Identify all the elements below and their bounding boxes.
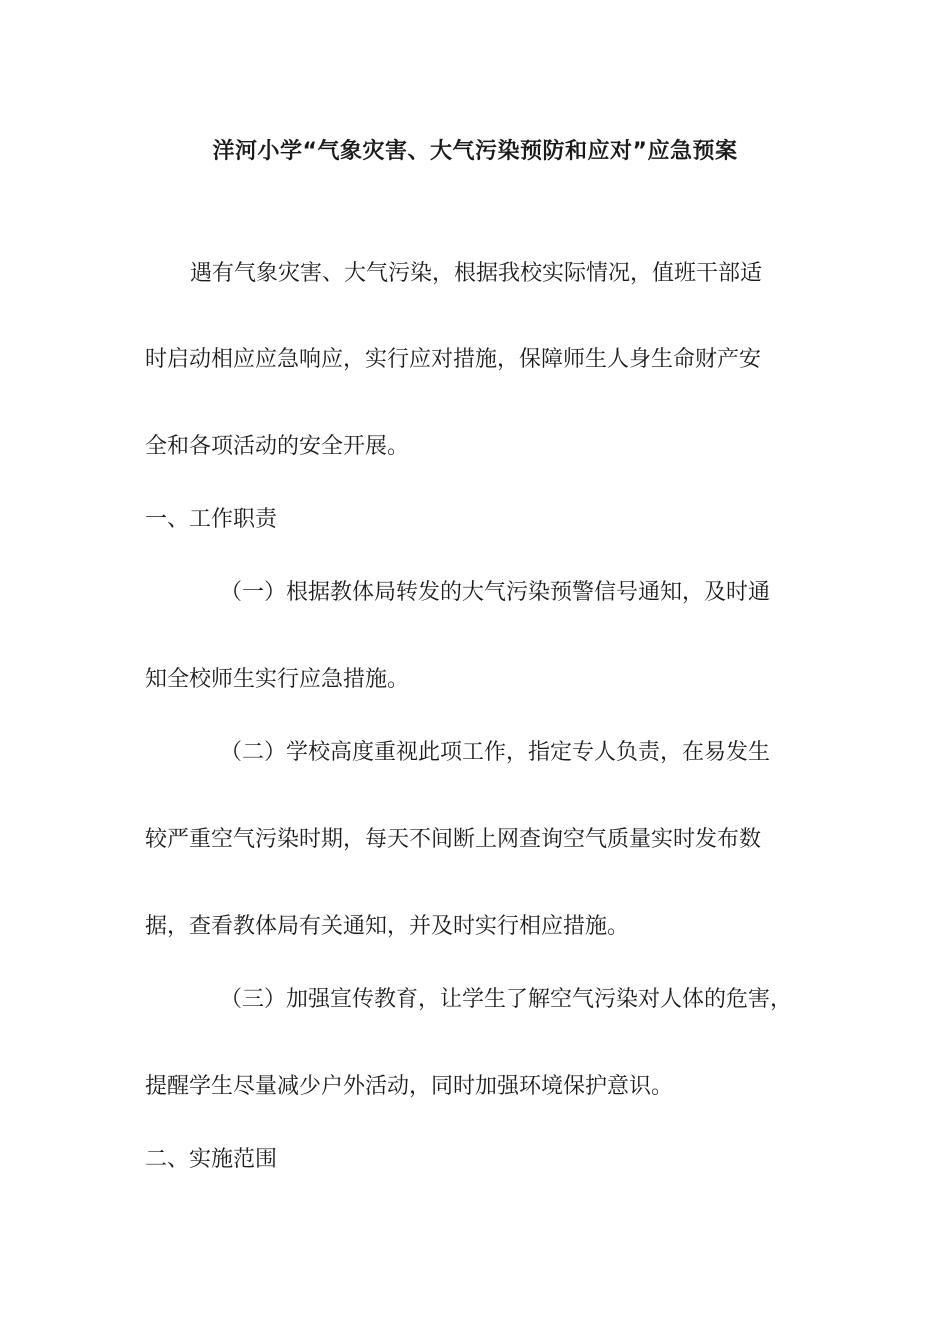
paragraph-line-1: 遇有气象灾害、大气污染，根据我校实际情况，值班干部适 (190, 261, 763, 286)
paragraph-line-4: （一）根据教体局转发的大气污染预警信号通知，及时通 (220, 580, 771, 605)
section-heading-2: 二、实施范围 (145, 1147, 278, 1172)
paragraph-line-8: 据，查看教体局有关通知，并及时实行相应措施。 (145, 914, 630, 939)
section-heading-1: 一、工作职责 (145, 507, 278, 532)
paragraph-line-10: 提醒学生尽量减少户外活动，同时加强环境保护意识。 (145, 1074, 674, 1099)
paragraph-line-3: 全和各项活动的安全开展。 (145, 434, 410, 459)
paragraph-line-5: 知全校师生实行应急措施。 (145, 667, 410, 692)
document-title: 洋河小学“气象灾害、大气污染预防和应对”应急预案 (212, 139, 738, 164)
paragraph-line-7: 较严重空气污染时期，每天不间断上网查询空气质量实时发布数 (145, 827, 762, 852)
paragraph-line-2: 时启动相应应急响应，实行应对措施，保障师生人身生命财产安 (145, 347, 762, 372)
paragraph-line-6: （二）学校高度重视此项工作，指定专人负责，在易发生 (220, 740, 771, 765)
paragraph-line-9: （三）加强宣传教育，让学生了解空气污染对人体的危害， (220, 987, 793, 1012)
